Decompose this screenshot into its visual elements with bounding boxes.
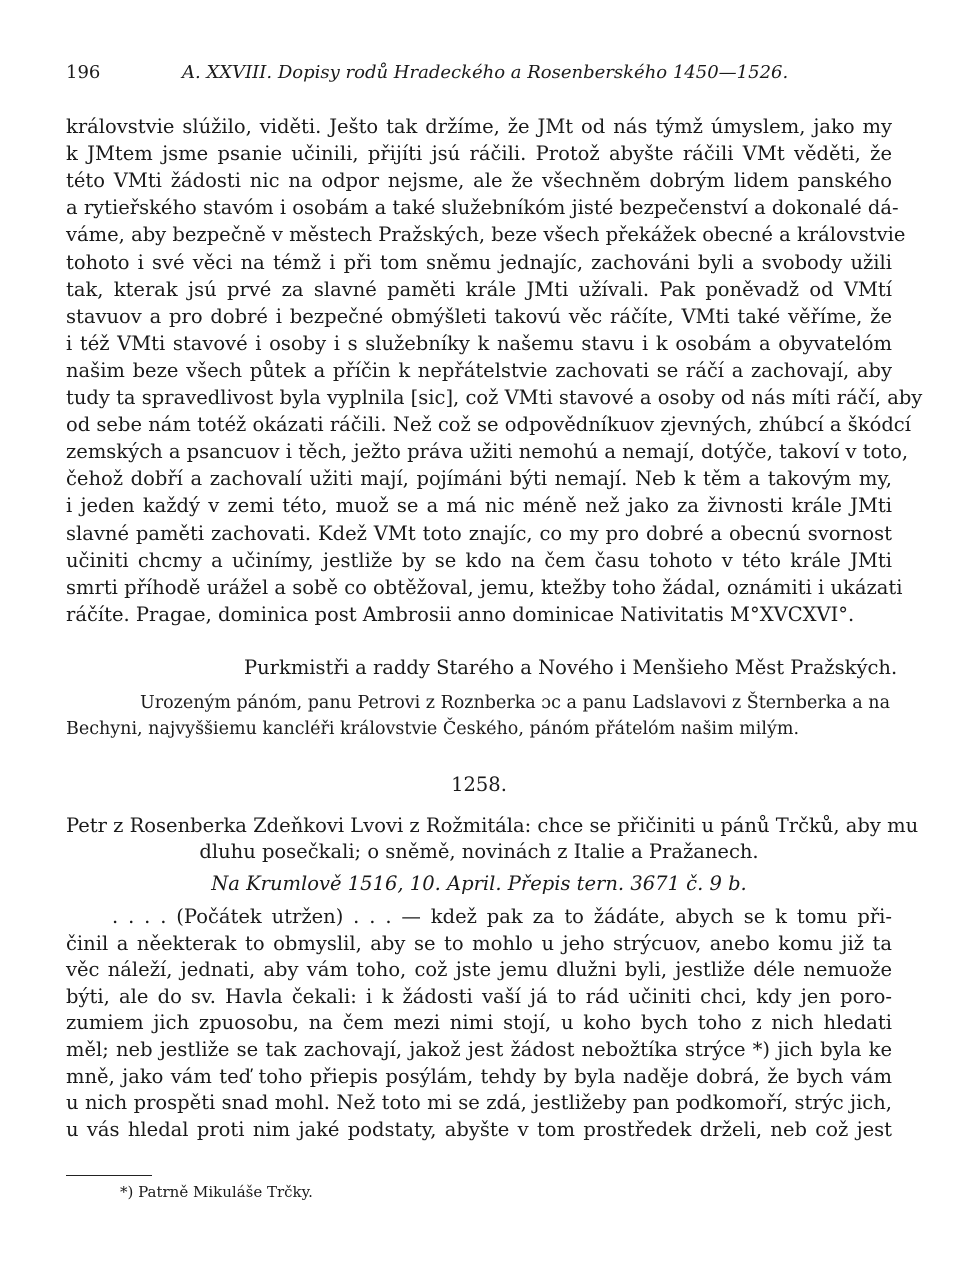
signature-line: Purkmistři a raddy Starého a Nového i Menšieho Měst Pražských.	[244, 656, 898, 679]
body-line: stavuov a pro dobré i bezpečné obmýšleti takovú věc ráčíte, VMti také věříme, že	[66, 305, 892, 328]
entry-text-line: činil a něekterak to obmyslil, aby se to mohlo u jeho strýcuov, anebo komu již ta	[66, 932, 892, 955]
page-number: 196	[66, 62, 101, 83]
entry-text-line: u nich prospěti snad mohl. Než toto mi se zdá, jestližeby pan podkomoří, strýc jich,	[66, 1091, 892, 1114]
entry-text-line: býti, ale do sv. Havla čekali: i k žádosti vaší já to rád učiniti chci, kdy jen poro-	[66, 985, 892, 1008]
body-line: tak, kterak jsú prvé za slavné paměti krále JMti užívali. Pak poněvadž od VMtí	[66, 278, 892, 301]
entry-summary: Petr z Rosenberka Zdeňkovi Lvovi z Rožmitála: chce se přičiniti u pánů Trčků, aby mu	[66, 814, 919, 837]
body-line: královstvie slúžilo, viděti. Ješto tak držíme, že JMt od nás týmž úmyslem, jako my	[66, 115, 892, 138]
body-line: ráčíte. Pragae, dominica post Ambrosii anno dominicae Nativitatis M°XVCXVI°.	[66, 603, 855, 626]
body-line: tudy ta spravedlivost byla vyplnila [sic], což VMti stavové a osoby od nás míti ráčí, aby	[66, 386, 923, 409]
entry-text-line: u vás hledal proti nim jaké podstaty, abyšte v tom prostředek drželi, neb což jest	[66, 1118, 892, 1141]
entry-text-line: zumiem jich zpuosobu, na čem mezi nimi stojí, u koho bych toho z nich hledati	[66, 1011, 892, 1034]
body-line: váme, aby bezpečně v městech Pražských, beze všech překážek obecné a královstvie	[66, 223, 906, 246]
address-line: Urozeným pánóm, panu Petrovi z Roznberka ɔc a panu Ladslavovi z Šternberka a na	[140, 693, 890, 713]
body-line: i jeden každý v zemi této, muož se a má nic méně než jako za živnosti krále JMti	[66, 494, 892, 517]
body-line: smrti příhodě urážel a sobě co obtěžoval, jemu, ktežby toho žádal, oznámiti i ukázati	[66, 576, 903, 599]
footnote: *) Patrně Mikuláše Trčky.	[120, 1183, 313, 1201]
entry-source: Na Krumlově 1516, 10. April. Přepis tern. 3671 č. 9 b.	[211, 872, 747, 895]
body-line: k JMtem jsme psanie učinili, přijíti jsú ráčili. Protož abyšte ráčili VMt věděti, že	[66, 142, 892, 165]
entry-text-line: . . . . (Počátek utržen) . . . — kdež pak za to žádáte, abych se k tomu při-	[112, 905, 892, 928]
entry-text-line: věc náleží, jednati, aby vám toho, což jste jemu dlužni byli, jestliže déle nemuože	[66, 958, 892, 981]
entry-summary: dluhu posečkali; o sněmě, novinách z Italie a Pražanech.	[199, 840, 759, 863]
entry-text-line: měl; neb jestliže se tak zachovají, jakož jest žádost nebožtíka strýce *) jich byla ke	[66, 1038, 892, 1061]
entry-number: 1258.	[451, 773, 507, 796]
body-line: i též VMti stavové i osoby i s služebníky k našemu stavu i k osobám a obyvatelóm	[66, 332, 892, 355]
running-header	[66, 62, 896, 90]
body-line: a rytieřského stavóm i osobám a také služebníkóm jisté bezpečenství a dokonalé dá-	[66, 196, 899, 219]
body-line: tohoto i své věci na témž i při tom sněmu jednajíc, zachováni byli a svobody užili	[66, 251, 892, 274]
address-line: Bechyni, najvyššiemu kancléři královstvie Českého, pánóm přátelóm našim milým.	[66, 719, 800, 739]
body-line: od sebe nám totéž okázati ráčili. Než což se odpovědníkuov zjevných, zhúbcí a škódcí	[66, 413, 911, 436]
entry-text-line: mně, jako vám teď toho přiepis posýlám, tehdy by byla naděje dobrá, že bych vám	[66, 1065, 892, 1088]
running-title: A. XXVIII. Dopisy rodů Hradeckého a Rosenberského 1450—1526.	[182, 62, 789, 83]
footnote-rule	[66, 1175, 152, 1176]
body-line: této VMti žádosti nic na odpor nejsme, ale že všechněm dobrým lidem panského	[66, 169, 892, 192]
body-line: učiniti chcmy a učinímy, jestliže by se kdo na čem času tohoto v této krále JMti	[66, 549, 892, 572]
body-line: čehož dobří a zachovalí užiti mají, pojímáni býti nemají. Neb k těm a takovým my,	[66, 467, 892, 490]
body-line: slavné paměti zachovati. Kdež VMt toto znajíc, co my pro dobré a obecnú svornost	[66, 522, 892, 545]
body-line: našim beze všech půtek a příčin k nepřátelstvie zachovati se ráčí a zachovají, aby	[66, 359, 892, 382]
body-line: zemských a psancuov i těch, ježto práva užiti nemohú a nemají, dotýče, takoví v toto,	[66, 440, 909, 463]
